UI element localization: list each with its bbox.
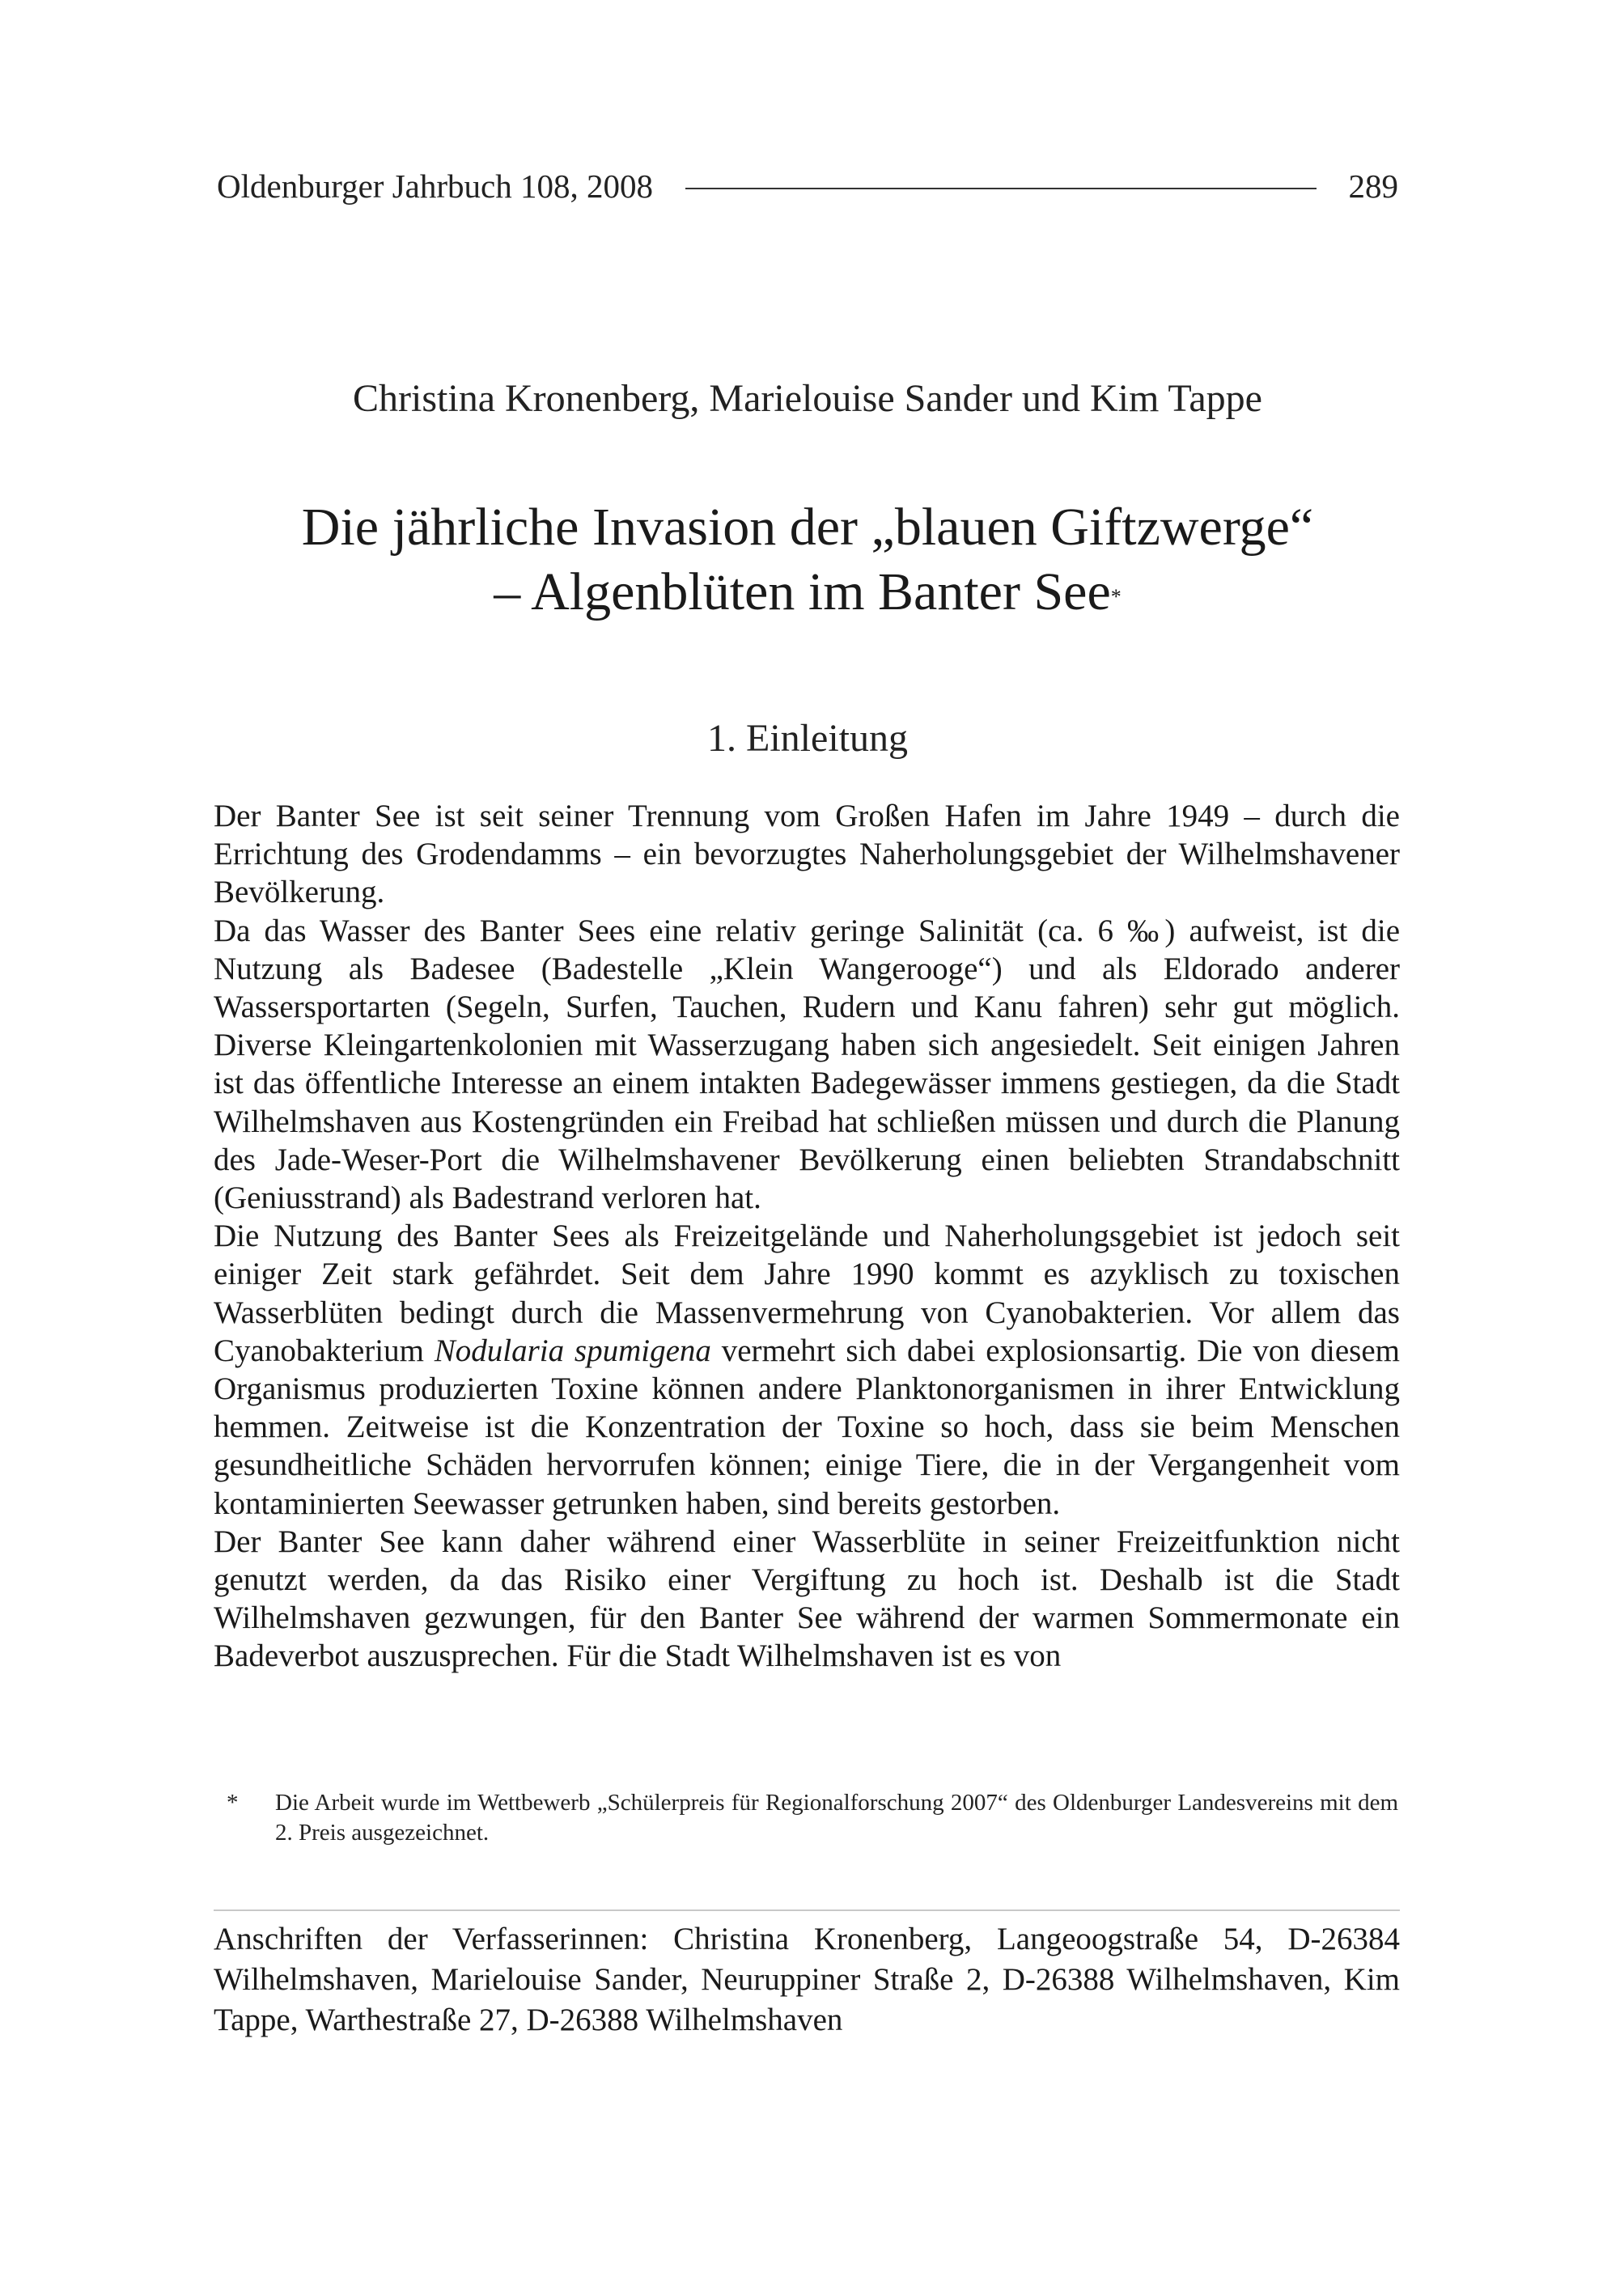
paragraph-3	[214, 1217, 1400, 1523]
paragraph-2: Da das Wasser des Banter Sees eine relativ geringe Salinität (ca. 6 ‰) aufweist, ist die Nutzung als Badesee (Badestelle „Klein Wangerooge“) und als Eldorado anderer Wassersportarten (Segeln, Surfen, Tauchen, Rudern und Kanu fahren) sehr gut möglich. Diverse Kleingartenkolonien mit Wasserzugang haben sich angesiedelt. Seit einigen Jahren ist das öffentliche Interesse an einem intakten Badegewässer immens gestiegen, da die Stadt Wilhelmshaven aus Kostengründen ein Freibad hat schließen müssen und durch die Planung des Jade-Weser-Port die Wilhelmshavener Bevölkerung einen beliebten Strandabschnitt (Geniusstrand) als Badestrand verloren hat.	[214, 913, 1400, 1216]
addresses-text: Anschriften der Verfasserinnen: Christina Kronenberg, Langeoogstraße 54, D-26384 Wilhelmshaven, Marielouise Sander, Neuruppiner Straße 2, D-26388 Wilhelmshaven, Kim Tappe, Warthestraße 27, D-26388 Wilhelmshaven	[214, 1922, 1400, 2037]
section-heading: 1. Einleitung	[707, 717, 908, 760]
address-separator	[214, 1909, 1400, 1911]
paragraph-3-part-2: vermehrt sich dabei explosionsartig. Die von diesem Organismus produzierten Toxine können andere Planktonorganismen in ihrer Entwicklung hemmen. Zeitweise ist die Konzentration der Toxine so hoch, dass sie beim Menschen gesundheitliche Schäden hervorrufen können; einige Tiere, die in der Vergangenheit vom kontaminierten Seewasser getrunken haben, sind bereits gestorben.	[214, 1333, 1400, 1521]
header-rule	[685, 188, 1317, 189]
page-number: 289	[1348, 167, 1398, 205]
body-text	[214, 797, 1400, 1676]
author-addresses	[214, 1919, 1400, 2041]
footnote-text: Die Arbeit wurde im Wettbewerb „Schülerpreis für Regionalforschung 2007“ des Oldenburger Landesvereins mit dem 2. Preis ausgezeichnet.	[275, 1790, 1398, 1846]
title-line-2-text: – Algenblüten im Banter See	[494, 562, 1111, 621]
title-line-2	[217, 560, 1398, 625]
journal-name: Oldenburger Jahrbuch 108, 2008	[217, 167, 653, 205]
footnote	[217, 1788, 1398, 1848]
title-line-1: Die jährliche Invasion der „blauen Giftzwerge“	[301, 498, 1314, 557]
paragraph-3-part-1: Die Nutzung des Banter Sees als Freizeitgelände und Naherholungsgebiet ist jedoch seit einiger Zeit stark gefährdet. Seit dem Jahre 1990 kommt es azyklisch zu toxischen Wasserblüten bedingt durch die Massenvermehrung von Cyanobakterien. Vor allem das Cyanobakterium	[214, 1219, 1400, 1368]
paragraph-1: Der Banter See ist seit seiner Trennung vom Großen Hafen im Jahre 1949 – durch die Errichtung des Grodendamms – ein bevorzugtes Naherholungsgebiet der Wilhelmshavener Bevölkerung.	[214, 799, 1400, 910]
paragraph-4: Der Banter See kann daher während einer Wasserblüte in seiner Freizeitfunktion nicht genutzt werden, da das Risiko einer Vergiftung zu hoch ist. Deshalb ist die Stadt Wilhelmshaven gezwungen, für den Banter See während der warmen Sommermonate ein Badeverbot auszusprechen. Für die Stadt Wilhelmshaven ist es von	[214, 1524, 1400, 1674]
species-name: Nodularia spumigena	[434, 1333, 711, 1368]
article-authors: Christina Kronenberg, Marielouise Sander und Kim Tappe	[353, 377, 1262, 420]
title-footnote-marker: *	[1110, 585, 1122, 608]
running-head	[217, 162, 1398, 210]
footnote-marker: *	[227, 1790, 239, 1816]
article-title	[217, 495, 1398, 625]
